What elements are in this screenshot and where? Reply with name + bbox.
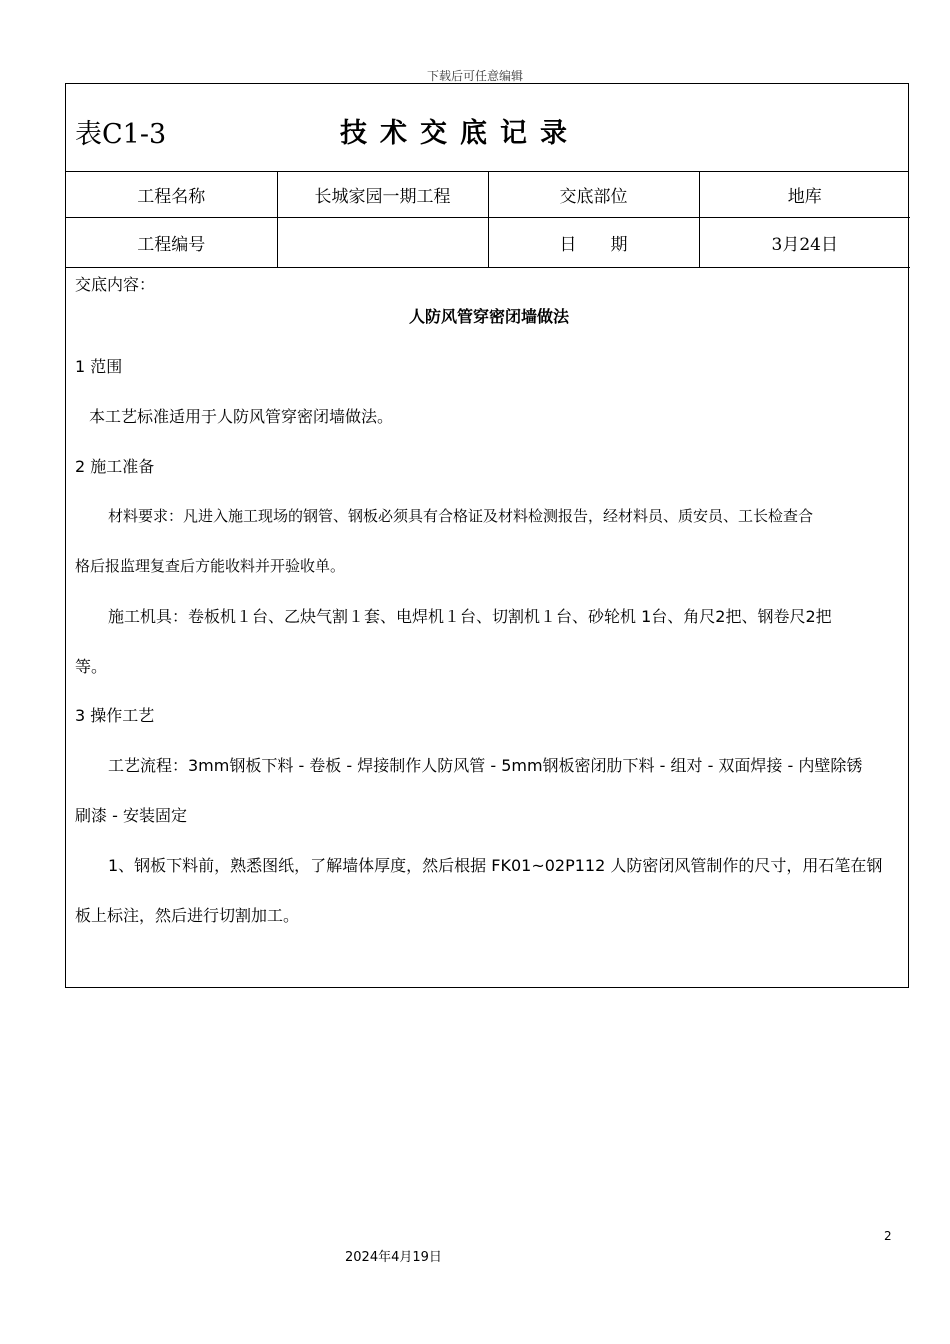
materials-line-1: 材料要求：凡进入施工现场的钢管、钢板必须具有合格证及材料检测报告，经材料员、质安员、工长检查合 [108, 507, 814, 525]
footer-date: 2024年4月19日 [345, 1250, 442, 1265]
process-flow-line-1: 工艺流程：3mm钢板下料 - 卷板 - 焊接制作人防风管 - 5mm钢板密闭肋下料 - 组对 - 双面焊接 - 内壁除锈 [108, 756, 863, 775]
section-1-heading: 1 范围 [75, 357, 123, 376]
location-value: 地库 [699, 172, 910, 218]
project-no-label: 工程编号 [66, 218, 277, 268]
date-value: 3月24日 [699, 218, 910, 268]
project-name-value: 长城家园一期工程 [277, 172, 488, 218]
header-note: 下载后可任意编辑 [426, 69, 523, 83]
info-row-2 [66, 218, 910, 268]
form-title-row [66, 84, 908, 172]
section-1-text: 本工艺标准适用于人防风管穿密闭墙做法。 [89, 407, 394, 426]
disclosure-content [75, 272, 903, 925]
form-code: 表C1-3 [75, 119, 167, 150]
step-1-line-1: 1、钢板下料前，熟悉图纸，了解墙体厚度，然后根据 FK01~02P112 人防密闭风管制作的尺寸，用石笔在钢 [108, 856, 883, 875]
tools-line-1: 施工机具：卷板机１台、乙炔气割１套、电焊机１台、切割机１台、砂轮机 1台、角尺2把、钢卷尺2把 [108, 607, 832, 626]
info-row-1 [66, 172, 910, 218]
info-table [66, 172, 910, 268]
project-name-label: 工程名称 [66, 172, 277, 218]
date-label: 日 期 [488, 218, 699, 268]
step-1-line-2: 板上标注，然后进行切割加工。 [75, 906, 300, 925]
section-2-heading: 2 施工准备 [75, 457, 155, 476]
materials-line-2: 格后报监理复查后方能收料并开验收单。 [75, 557, 346, 575]
technical-disclosure-form [65, 83, 909, 988]
project-no-value [277, 218, 488, 268]
content-title: 人防风管穿密闭墙做法 [408, 307, 569, 326]
page-number: 2 [884, 1229, 892, 1243]
form-title: 技术交底记录 [340, 118, 580, 149]
content-label: 交底内容： [75, 275, 156, 294]
section-3-heading: 3 操作工艺 [75, 706, 155, 725]
process-flow-line-2: 刷漆 - 安装固定 [75, 806, 187, 825]
tools-line-2: 等。 [75, 657, 108, 676]
location-label: 交底部位 [488, 172, 699, 218]
